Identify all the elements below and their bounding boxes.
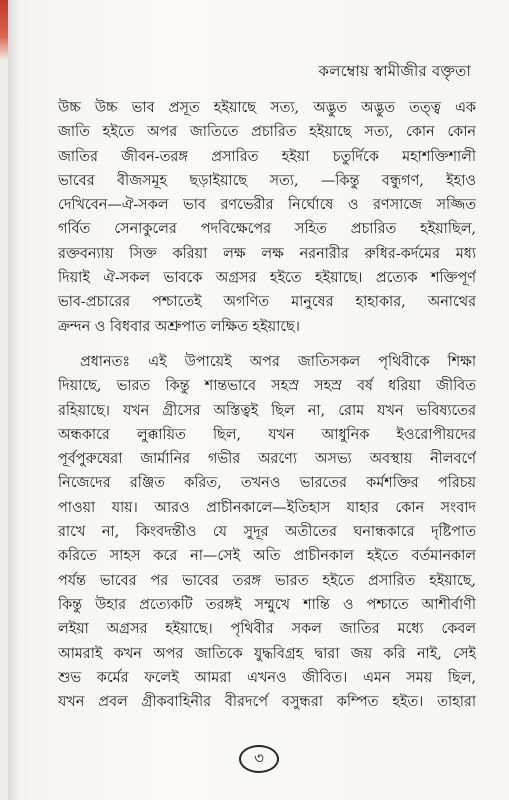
text-line: প্রধানতঃ এই উপায়েই অপর জাতিসকল পৃথিবীকে শিক্ষা [80, 354, 476, 370]
text-line: গর্বিত সেনাকুলের পদবিক্ষেপের সহিত প্রচারিত হইয়াছিল, [58, 221, 476, 238]
text-line: রাখে না, কিংবদন্তীও যে সুদূর অতীতের ঘনান্ধকারে দৃষ্টিপাত [58, 524, 476, 541]
text-line: জাতির জীবন-তরঙ্গ প্রসারিত হইয়া চতুর্দিকে মহাশক্তিশালী [58, 148, 476, 165]
text-line: জাতি হইতে অপর জাতিতে প্রচারিত হইয়াছে সত্য, কোন কোন [58, 124, 476, 141]
text-line: উচ্চ উচ্চ ভাব প্রসূত হইয়াছে সত্য, অদ্ভুত অদ্ভুত তত্ত্ব এক [58, 100, 476, 116]
text-line: কিন্তু উহার প্রত্যেকটি তরঙ্গই সম্মুখে শান্তি ও পশ্চাতে আশীর্বাণী [58, 596, 476, 613]
text-line: লইয়া অগ্রসর হইয়াছে। পৃথিবীর সকল জাতির মধ্যে কেবল [58, 621, 476, 638]
text-line: ভাবের বীজসমূহ ছড়াইয়াছে সত্য, —কিন্তু বন্ধুগণ, ইহাও [58, 172, 476, 189]
text-line: পর্যন্ত ভাবের পর ভাবের তরঙ্গ ভারত হইতে প্রসারিত হইয়াছে, [58, 572, 476, 589]
paragraph-1 [58, 96, 476, 339]
red-cover-edge [0, 0, 8, 60]
text-line: রহিয়াছে। যখন গ্রীসের অস্তিত্বই ছিল না, রোম যখন ভবিষ্যতের [58, 402, 476, 419]
text-line: দেখিবেন—ঐ-সকল ভাব রণভেরীর নির্ঘোষে ও রণসাজে সজ্জিত [58, 197, 476, 214]
text-line: আমরাই কখন অপর জাতিকে যুদ্ধবিগ্রহ দ্বারা জয় করি নাই, সেই [58, 645, 476, 662]
book-page [8, 0, 509, 800]
text-line: দিয়াই ঐ-সকল ভাবকে অগ্রসর হইতে হইয়াছে। প্রত্যেক শক্তিপূর্ণ [58, 270, 476, 287]
text-line: দিয়াছে, ভারত কিন্তু শান্তভাবে সহস্র সহস্র বর্ষ ধরিয়া জীবিত [58, 378, 476, 395]
text-line: রক্তবন্যায় সিক্ত করিয়া লক্ষ লক্ষ নরনারীর রুধির-কর্দমের মধ্য [58, 245, 476, 262]
running-header: কলম্বোয় স্বামীজীর বক্তৃতা [318, 62, 471, 80]
text-line: ভাব-প্রচারের পশ্চাতেই অগণিত মানুষের হাহাকার, অনাথের [58, 294, 476, 311]
text-line: নিজেদের রঞ্জিত করিত, তখনও ভারতের কর্মশক্তির পরিচয় [58, 475, 476, 492]
binding-shadow [8, 0, 20, 800]
text-line: শুভ কর্মের ফলেই আমরা এখনও জীবিত। এমন সময় ছিল, [58, 669, 476, 686]
text-line: অন্ধকারে লুক্কায়িত ছিল, যখন আধুনিক ইওরোপীয়দের [58, 426, 476, 443]
text-line: ক্রন্দন ও বিধবার অশ্রুপাত লক্ষিত হইয়াছে। [58, 318, 300, 335]
text-line: যখন প্রবল গ্রীকবাহিনীর বীরদর্পে বসুন্ধরা কম্পিত হইত। তাহারা [58, 694, 476, 711]
text-line: পাওয়া যায়। আরও প্রাচীনকালে—ইতিহাস যাহার কোন সংবাদ [58, 499, 476, 516]
paragraph-2 [58, 350, 476, 714]
text-line: পূর্বপুরুষেরা জার্মানির গভীর অরণ্যে অসভ্য অবস্থায় নীলবর্ণে [58, 451, 476, 468]
text-line: করিতে সাহস করে না—সেই অতি প্রাচীনকাল হইতে বর্তমানকাল [58, 548, 476, 565]
page-number: ৩ [239, 745, 279, 773]
